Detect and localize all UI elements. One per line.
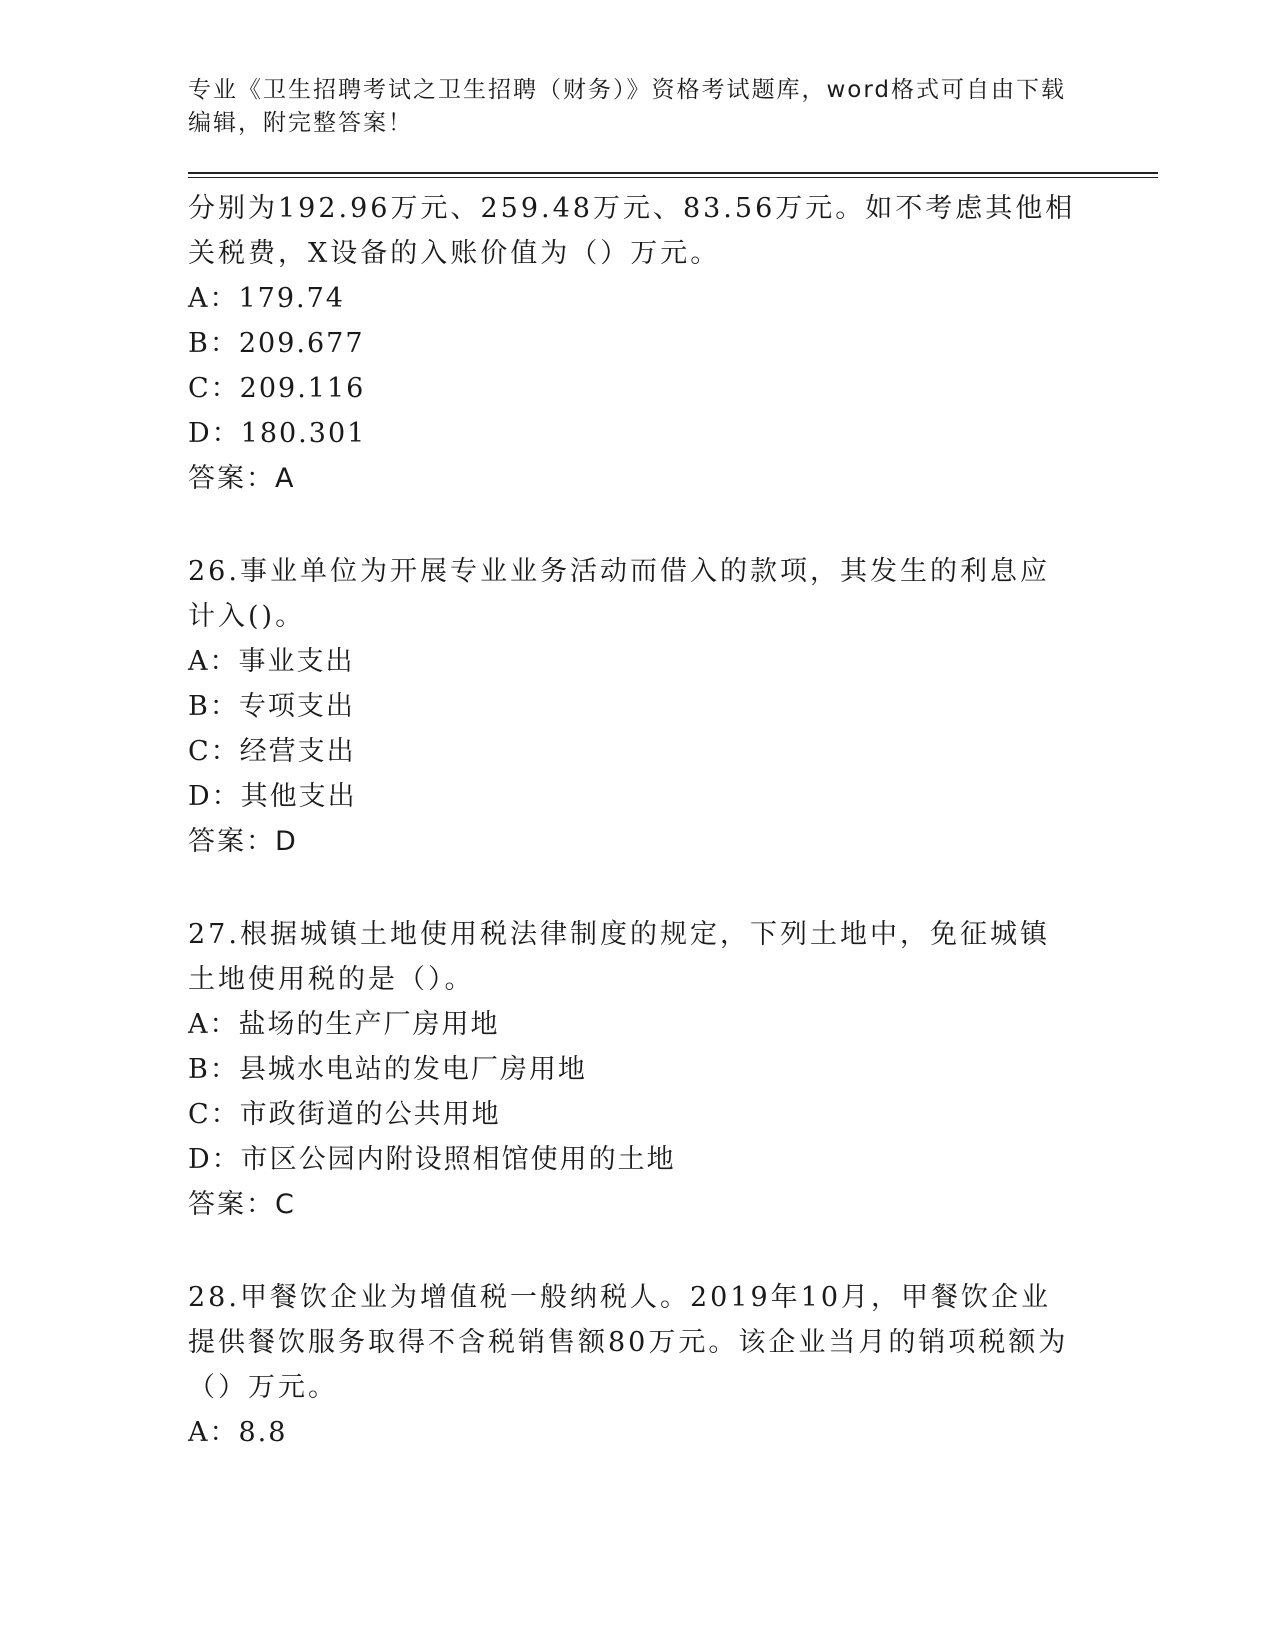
document-page bbox=[188, 0, 1158, 1455]
question-item bbox=[188, 549, 1158, 864]
option-d: D：其他支出 bbox=[188, 781, 357, 812]
question-item bbox=[188, 186, 1158, 501]
option-a: A：179.74 bbox=[188, 283, 345, 314]
question-text: 26.事业单位为开展专业业务活动而借入的款项，其发生的利息应计入()。 bbox=[188, 556, 1050, 632]
page-header: 专业《卫生招聘考试之卫生招聘（财务）》资格考试题库，word格式可自由下载编辑，附完整答案！ bbox=[188, 77, 1067, 136]
option-d: D：180.301 bbox=[188, 418, 367, 449]
question-item bbox=[188, 1275, 1158, 1455]
question-list bbox=[188, 186, 1158, 1455]
question-text: 分别为192.96万元、259.48万元、83.56万元。如不考虑其他相关税费，X设备的入账价值为（）万元。 bbox=[188, 193, 1076, 269]
question-item bbox=[188, 912, 1158, 1227]
question-text: 28.甲餐饮企业为增值税一般纳税人。2019年10月，甲餐饮企业提供餐饮服务取得不含税销售额80万元。该企业当月的销项税额为（）万元。 bbox=[188, 1282, 1069, 1403]
option-b: B：专项支出 bbox=[188, 691, 355, 722]
option-a: A：盐场的生产厂房用地 bbox=[188, 1009, 500, 1040]
option-b: B：209.677 bbox=[188, 328, 365, 359]
answer-line: 答案：A bbox=[188, 463, 296, 494]
question-text: 27.根据城镇土地使用税法律制度的规定，下列土地中，免征城镇土地使用税的是（）。 bbox=[188, 919, 1050, 995]
option-a: A：事业支出 bbox=[188, 646, 355, 677]
option-a: A：8.8 bbox=[188, 1417, 288, 1448]
option-c: C：经营支出 bbox=[188, 736, 356, 767]
option-c: C：209.116 bbox=[188, 373, 366, 404]
answer-line: 答案：D bbox=[188, 826, 298, 857]
answer-line: 答案：C bbox=[188, 1189, 296, 1220]
option-c: C：市政街道的公共用地 bbox=[188, 1099, 501, 1130]
option-d: D：市区公园内附设照相馆使用的土地 bbox=[188, 1144, 676, 1175]
header-divider bbox=[188, 172, 1158, 178]
option-b: B：县城水电站的发电厂房用地 bbox=[188, 1054, 587, 1085]
